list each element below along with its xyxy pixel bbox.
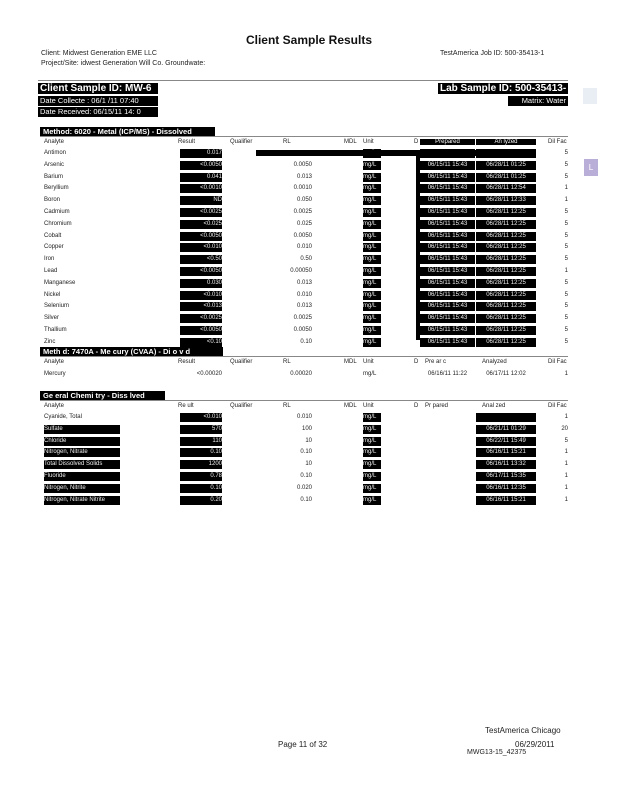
- column-header-prepared: Pre ar c: [425, 359, 447, 365]
- cell-unit: mg/L: [363, 173, 381, 182]
- cell-result: <0.0050: [180, 326, 222, 335]
- cell-analyte: Selenium: [44, 303, 70, 310]
- cell-unit: mg/L: [363, 279, 381, 288]
- cell-analyte: Silver: [44, 315, 60, 322]
- cell-dilfac: 1: [564, 268, 568, 274]
- cell-analyzed: 06/16/11 12:35: [476, 484, 536, 493]
- cell-analyte: Cadmium: [44, 209, 70, 215]
- cell-analyte: Chromium: [44, 220, 72, 227]
- client-sample-id: Client Sample ID: MW-6: [38, 83, 158, 94]
- cell-result: 570: [180, 425, 222, 434]
- cell-dilfac: 5: [564, 150, 568, 156]
- cell-rl: 0.010: [296, 414, 312, 420]
- page-title: Client Sample Results: [245, 33, 373, 47]
- cell-analyte: Barium: [44, 173, 64, 180]
- cell-prepared: 06/15/11 15:43: [420, 243, 475, 252]
- column-header-unit: Unit: [363, 403, 374, 409]
- cell-analyte: Cobalt: [44, 232, 62, 239]
- cell-analyte: Arsenic: [44, 161, 65, 168]
- column-header-dilfac: Dil Fac: [548, 403, 567, 409]
- cell-result: <0.025: [180, 220, 222, 229]
- cell-rl: 0.0025: [293, 315, 312, 322]
- cell-dilfac: 5: [564, 161, 568, 168]
- cell-unit: mg/L: [363, 326, 381, 335]
- cell-prepared: 06/15/11 15:43: [420, 232, 475, 241]
- cell-prepared: [420, 413, 475, 422]
- cell-unit: mg/L: [363, 437, 381, 446]
- cell-dilfac: 5: [564, 220, 568, 227]
- column-header-qualifier: Qualifier: [230, 139, 253, 145]
- cell-prepared: [420, 484, 475, 493]
- cell-analyzed: 06/28/11 12:25: [476, 314, 536, 323]
- column-header-result: Result: [178, 359, 196, 365]
- cell-unit: mg/L: [363, 243, 381, 252]
- cell-analyzed: 06/28/11 01:25: [476, 161, 536, 170]
- cell-analyte: Sulfate: [44, 425, 120, 434]
- cell-analyte: Nitrogen, Nitrate Nitrite: [44, 496, 120, 505]
- section-title: Ge eral Chemi try - Diss lved: [40, 391, 165, 400]
- cell-analyzed: 06/17/11 12:02: [486, 371, 526, 377]
- cell-result: <0.00020: [196, 371, 222, 377]
- cell-unit: mg/L: [363, 371, 377, 377]
- cell-dilfac: 1: [564, 197, 568, 204]
- cell-analyzed: 06/28/11 01:25: [476, 173, 536, 182]
- cell-analyzed: 06/28/11 12:33: [476, 196, 536, 205]
- cell-result: <0.010: [180, 413, 222, 422]
- cell-dilfac: 5: [564, 327, 568, 333]
- cell-analyte: Lead: [44, 268, 58, 274]
- cell-result: <0.10: [180, 338, 222, 347]
- cell-result: 0.041: [180, 173, 222, 182]
- cell-analyzed: 06/28/11 12:25: [476, 279, 536, 288]
- cell-analyzed: 06/28/11 12:25: [476, 267, 536, 276]
- cell-analyte: Chloride: [44, 437, 120, 446]
- cell-rl: 0.013: [296, 173, 312, 180]
- cell-prepared: [420, 460, 475, 469]
- cell-rl: 0.00020: [290, 371, 312, 377]
- cell-rl: 0.0025: [293, 209, 312, 215]
- cell-rl: 0.010: [296, 244, 312, 251]
- cell-result: 0.030: [180, 279, 222, 288]
- cell-rl: 0.020: [296, 484, 312, 491]
- cell-analyzed: 06/28/11 12:54: [476, 184, 536, 193]
- cell-analyte: Total Dissolved Solids: [44, 460, 120, 469]
- cell-result: <0.013: [180, 302, 222, 311]
- cell-analyte: Beryllium: [44, 185, 69, 192]
- cell-rl: 0.013: [296, 303, 312, 310]
- cell-prepared: 06/15/11 15:43: [420, 267, 475, 276]
- cell-unit: mg/L: [363, 267, 381, 276]
- cell-dilfac: 5: [564, 173, 568, 180]
- cell-unit: mg/L: [363, 448, 381, 457]
- column-header-unit: Unit: [363, 359, 374, 365]
- cell-analyzed: 06/16/11 15:21: [476, 496, 536, 505]
- cell-rl: 0.50: [300, 256, 312, 263]
- column-header-analyzed: Analyzed: [482, 359, 507, 365]
- cell-result: <0.010: [180, 291, 222, 300]
- cell-rl: 0.10: [300, 496, 312, 503]
- cell-prepared: 06/15/11 15:43: [420, 184, 475, 193]
- column-header-d: D: [414, 403, 419, 409]
- cell-prepared: [420, 425, 475, 434]
- cell-dilfac: 20: [561, 425, 568, 432]
- column-shade: [416, 150, 420, 340]
- cell-result: <0.0050: [180, 161, 222, 170]
- client-name: Client: Midwest Generation EME LLC: [41, 50, 157, 57]
- date-received: Date Received: 06/15/11 14: 0: [38, 107, 158, 117]
- cell-analyte: Nickel: [44, 291, 61, 298]
- cell-dilfac: 5: [564, 291, 568, 298]
- cell-analyte: Manganese: [44, 279, 76, 286]
- cell-unit: mg/L: [363, 413, 381, 422]
- column-header-mdl: MDL: [344, 403, 357, 409]
- cell-prepared: 06/16/11 11:22: [427, 371, 468, 377]
- column-header-d: D: [414, 359, 419, 365]
- cell-analyzed: 06/28/11 12:25: [476, 220, 536, 229]
- cell-unit: mg/L: [363, 220, 381, 229]
- cell-analyzed: 06/17/11 15:35: [476, 472, 536, 481]
- cell-unit: mg/L: [363, 184, 381, 193]
- cell-dilfac: 1: [564, 371, 568, 377]
- cell-result: 110: [180, 437, 222, 446]
- cell-unit: mg/L: [363, 338, 381, 347]
- cell-analyzed: [476, 413, 536, 422]
- cell-unit: mg/L: [363, 302, 381, 311]
- column-header-result: Re ult: [178, 403, 194, 409]
- matrix: Matrix: Water: [508, 96, 568, 106]
- cell-unit: mg/L: [363, 496, 381, 505]
- column-header-mdl: MDL: [344, 139, 357, 145]
- column-header-mdl: MDL: [344, 359, 357, 365]
- cell-result: <0.0025: [180, 208, 222, 217]
- cell-dilfac: 5: [564, 437, 568, 444]
- project-site: Project/Site: idwest Generation Will Co. Groundwate:: [41, 60, 206, 67]
- cell-dilfac: 1: [564, 414, 568, 420]
- cell-rl: 0.013: [296, 279, 312, 286]
- cell-analyte: Zinc: [44, 338, 56, 345]
- cell-analyte: Iron: [44, 256, 55, 263]
- cell-dilfac: 5: [564, 232, 568, 239]
- cell-result: 0.017: [180, 149, 222, 158]
- column-header-d: D: [414, 139, 419, 145]
- cell-result: 0.10: [180, 448, 222, 457]
- cell-result: 0.78: [180, 472, 222, 481]
- cell-analyzed: 06/21/11 01:29: [476, 425, 536, 434]
- column-header-prepared: Pr pared: [425, 403, 449, 409]
- cell-prepared: 06/15/11 15:43: [420, 291, 475, 300]
- cell-prepared: 06/15/11 15:43: [420, 279, 475, 288]
- cell-result: <0.0025: [180, 314, 222, 323]
- cell-prepared: 06/15/11 15:43: [420, 161, 475, 170]
- section-rule: [40, 400, 568, 401]
- cell-rl: 0.0050: [293, 327, 312, 333]
- cell-analyzed: 06/22/11 15:49: [476, 437, 536, 446]
- cell-analyzed: 06/16/11 13:32: [476, 460, 536, 469]
- cell-dilfac: 5: [564, 338, 568, 345]
- cell-rl: 0.10: [300, 449, 312, 456]
- column-header-analyte: Analyte: [44, 359, 65, 365]
- cell-rl: 10: [305, 461, 312, 468]
- cell-dilfac: 5: [564, 315, 568, 322]
- cell-result: ND: [180, 196, 222, 205]
- column-header-qualifier: Qualifier: [230, 359, 253, 365]
- cell-prepared: [420, 448, 475, 457]
- footer-doc-id: MWG13-15_42375: [467, 749, 527, 756]
- cell-analyzed: 06/28/11 12:25: [476, 255, 536, 264]
- section-rule: [40, 356, 568, 357]
- cell-prepared: 06/15/11 15:43: [420, 196, 475, 205]
- cell-rl: 0.0050: [293, 161, 312, 168]
- cell-result: <0.0050: [180, 232, 222, 241]
- cell-prepared: 06/15/11 15:43: [420, 302, 475, 311]
- cell-prepared: [420, 472, 475, 481]
- cell-rl: 0.025: [296, 220, 312, 227]
- cell-result: <0.0010: [180, 184, 222, 193]
- header-divider: [38, 80, 568, 81]
- cell-analyzed: 06/28/11 12:25: [476, 291, 536, 300]
- cell-rl: 10: [305, 437, 312, 444]
- cell-unit: mg/L: [363, 314, 381, 323]
- section-title: Meth d: 7470A - Me cury (CVAA) - Di o v d: [40, 347, 223, 356]
- cell-rl: 0.10: [300, 338, 312, 345]
- cell-dilfac: 5: [564, 256, 568, 263]
- cell-unit: mg/L: [363, 161, 381, 170]
- cell-analyte: Nitrogen, Nitrate: [44, 448, 120, 457]
- column-header-rl: RL: [283, 139, 291, 145]
- cell-result: <0.50: [180, 255, 222, 264]
- cell-prepared: 06/15/11 15:43: [420, 326, 475, 335]
- cell-dilfac: 5: [564, 279, 568, 286]
- cell-analyzed: 06/28/11 12:25: [476, 326, 536, 335]
- cell-analyzed: 06/28/11 12:25: [476, 232, 536, 241]
- cell-unit: mg/L: [363, 425, 381, 434]
- cell-analyzed: 06/16/11 15:21: [476, 448, 536, 457]
- cell-dilfac: 5: [564, 209, 568, 215]
- cell-analyte: Copper: [44, 244, 64, 251]
- cell-unit: mg/L: [363, 460, 381, 469]
- cell-dilfac: 1: [564, 461, 568, 468]
- cell-result: 1200: [180, 460, 222, 469]
- footer-lab: TestAmerica Chicago: [485, 726, 561, 735]
- cell-prepared: [420, 437, 475, 446]
- column-header-dilfac: Dil Fac: [548, 139, 567, 145]
- job-id: TestAmerica Job ID: 500-35413-1: [440, 50, 545, 57]
- cell-rl: 0.0010: [293, 185, 312, 192]
- cell-unit: mg/L: [363, 291, 381, 300]
- column-header-dilfac: Dil Fac: [548, 359, 567, 365]
- lab-sample-id: Lab Sample ID: 500-35413-: [440, 83, 567, 94]
- cell-dilfac: 1: [564, 496, 568, 503]
- cell-unit: mg/L: [363, 208, 381, 217]
- cell-dilfac: 5: [564, 303, 568, 310]
- cell-dilfac: 1: [564, 449, 568, 456]
- column-header-unit: Unit: [363, 139, 374, 145]
- section-rule: [40, 136, 568, 137]
- cell-analyte: Mercury: [44, 371, 66, 377]
- cell-dilfac: 1: [564, 484, 568, 491]
- cell-rl: 0.10: [300, 473, 312, 479]
- cell-dilfac: 1: [564, 185, 568, 192]
- cell-unit: mg/L: [363, 472, 381, 481]
- cell-dilfac: 1: [564, 473, 568, 479]
- cell-unit: mg/L: [363, 255, 381, 264]
- cell-analyzed: 06/28/11 12:25: [476, 243, 536, 252]
- cell-rl: 0.0050: [293, 232, 312, 239]
- cell-prepared: 06/15/11 15:43: [420, 255, 475, 264]
- cell-analyte: Boron: [44, 197, 61, 204]
- cell-prepared: [420, 496, 475, 505]
- cell-unit: mg/L: [363, 484, 381, 493]
- cell-analyte: Fluoride: [44, 472, 120, 481]
- section-title: Method: 6020 - Metal (ICP/MS) - Dissolved: [40, 127, 215, 136]
- cell-analyzed: 06/28/11 12:25: [476, 338, 536, 347]
- cell-analyte: Cyanide, Total: [44, 414, 82, 420]
- cell-analyte: Thallium: [44, 327, 67, 333]
- column-header-analyte: Analyte: [44, 403, 65, 409]
- cell-dilfac: 5: [564, 244, 568, 251]
- column-header-rl: RL: [283, 359, 291, 365]
- column-header-prepared: Prepared: [420, 139, 475, 145]
- cell-result: 0.20: [180, 496, 222, 505]
- footer-page: Page 11 of 32: [278, 740, 328, 749]
- cell-rl: 0.050: [296, 197, 312, 204]
- cell-unit: mg/L: [363, 232, 381, 241]
- footer-date: 06/29/2011: [515, 740, 555, 749]
- cell-analyte: Antimon: [44, 150, 67, 156]
- column-header-qualifier: Qualifier: [230, 403, 253, 409]
- cell-prepared: 06/15/11 15:43: [420, 314, 475, 323]
- cell-analyzed: 06/28/11 12:25: [476, 208, 536, 217]
- side-marker: [583, 88, 597, 104]
- side-tab[interactable]: L: [584, 159, 598, 176]
- column-header-analyzed: Anal zed: [482, 403, 506, 409]
- cell-analyzed: 06/28/11 12:25: [476, 302, 536, 311]
- column-header-analyzed: An lyzed: [476, 139, 536, 145]
- cell-rl: 100: [301, 425, 312, 432]
- cell-analyte: Nitrogen, Nitrite: [44, 484, 120, 493]
- column-header-rl: RL: [283, 403, 291, 409]
- cell-rl: 0.00050: [290, 268, 312, 274]
- column-header-analyte: Analyte: [44, 139, 65, 145]
- cell-result: <0.010: [180, 243, 222, 252]
- cell-rl: 0.010: [296, 291, 312, 298]
- cell-result: <0.0050: [180, 267, 222, 276]
- redaction-bar: [256, 150, 536, 156]
- cell-unit: mg/L: [363, 196, 381, 205]
- cell-prepared: 06/15/11 15:43: [420, 338, 475, 347]
- date-collected: Date Collecte : 06/1 /11 07:40: [38, 96, 158, 106]
- cell-result: 0.10: [180, 484, 222, 493]
- cell-prepared: 06/15/11 15:43: [420, 220, 475, 229]
- cell-prepared: 06/15/11 15:43: [420, 208, 475, 217]
- cell-prepared: 06/15/11 15:43: [420, 173, 475, 182]
- column-header-result: Result: [178, 139, 196, 145]
